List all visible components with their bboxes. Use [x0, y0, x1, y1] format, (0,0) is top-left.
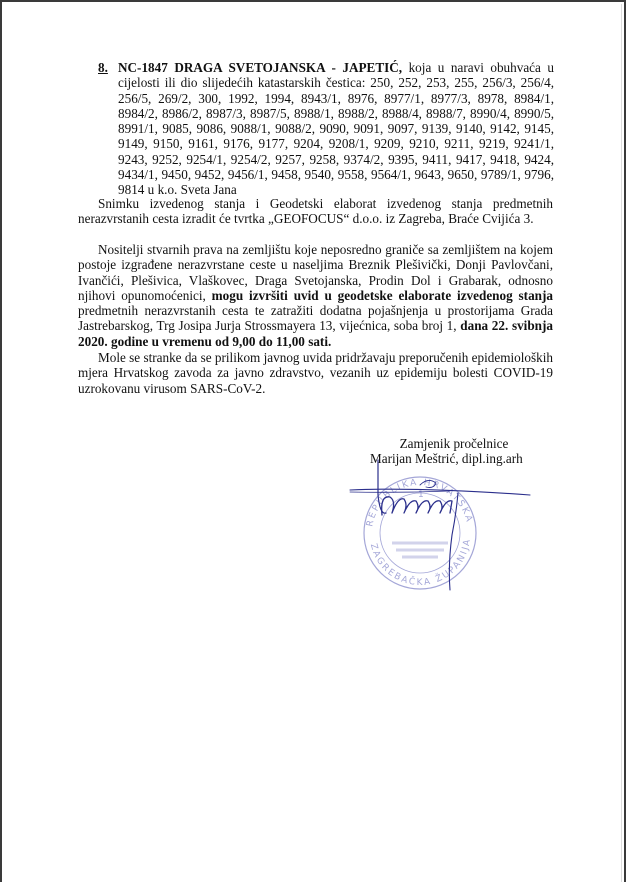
- paragraph-covid: Mole se stranke da se prilikom javnog uvida pridržavaju preporučenih epidemioloških mjera Hrvatskog zavoda za javno zdravstvo, vezanih uz epidemiju bolesti COVID-19 uzrokovanu virusom SARS-CoV-2.: [78, 350, 553, 396]
- signatory-name: Marijan Meštrić, dipl.ing.arh: [370, 451, 523, 467]
- signature-block: [340, 436, 540, 467]
- paragraph-inspection: [78, 242, 553, 349]
- stamp-bottom-text: ZAGREBAČKA ŽUPANIJA: [367, 537, 474, 589]
- paragraph-inspection-bold2: dana 22. svibnja 2020. godine u vremenu od 9,00 do 11,00 sati.: [78, 318, 553, 349]
- stamp-top-text: REPUBLIKA HRVATSKA: [365, 477, 475, 528]
- item-text: koja u naravi obuhvaća u cijelosti ili dio slijedećih katastarskih čestica: 250, 252, 253, 255, 256/3, 256/4, 256/5, 269/2, 300, 1992, 1994, 8943/1, 8976, 8977/1, 8977/3, 8978, 8984/1, 8984/2, 8986/2, 8987/3, 8987/5, 8988/1, 8988/2, 8988/4, 8988/7, 8990/4, 8990/5, 8991/1, 9085, 9086, 9088/1, 9088/2, 9090, 9091, 9097, 9139, 9140, 9142, 9145, 9149, 9150, 9161, 9176, 9177, 9204, 9208/1, 9209, 9210, 9211, 9219, 9241/1, 9243, 9252, 9254/1, 9254/2, 9257, 9258, 9374/2, 9395, 9411, 9417, 9418, 9424, 9434/1, 9450, 9452, 9456/1, 9458, 9540, 9558, 9564/1, 9643, 9650, 9789/1, 9796, 9814 u k.o. Sveta Jana: [118, 60, 554, 198]
- official-stamp-and-signature: [340, 455, 540, 595]
- stamp-inner-lines: [392, 543, 448, 557]
- item-number: 8.: [98, 60, 108, 75]
- signatory-title: Zamjenik pročelnice: [399, 436, 509, 451]
- list-item-8: [98, 60, 554, 198]
- paragraph-geofocus: Snimku izvedenog stanja i Geodetski elaborat izvedenog stanja predmetnih nerazvrstanih cesta izradit će tvrtka „GEOFOCUS“ d.o.o. iz Zagreba, Braće Cvijića 3.: [78, 196, 553, 227]
- paragraph-inspection-part1: Nositelji stvarnih prava na zemljištu koje neposredno graniče sa zemljištem na kojem postoje izgrađene nerazvrstane ceste u naseljima Breznik Plešivički, Donji Pavlovčani, Ivančići, Plešivica, Vlaškovec, Draga Svetojanska, Prodin Dol i Grabarak, odnosno njihovi opunomoćenici,: [78, 242, 553, 303]
- stamp-seal: [364, 477, 476, 589]
- handwritten-signature: [350, 460, 530, 590]
- stamp-number: 1: [418, 490, 424, 500]
- paragraph-inspection-part2: predmetnih nerazvrstanih cesta te zatražiti dodatna pojašnjenja u prostorijama Grada Jastrebarskog, Trg Josipa Jurja Strossmayera 13, vijećnica, soba broj 1,: [78, 303, 553, 334]
- item-heading: NC-1847 DRAGA SVETOJANSKA - JAPETIĆ,: [118, 60, 403, 75]
- item-body: [118, 60, 554, 198]
- paragraph-inspection-bold1: mogu izvršiti uvid u geodetske elaborate izvedenog stanja: [211, 287, 553, 303]
